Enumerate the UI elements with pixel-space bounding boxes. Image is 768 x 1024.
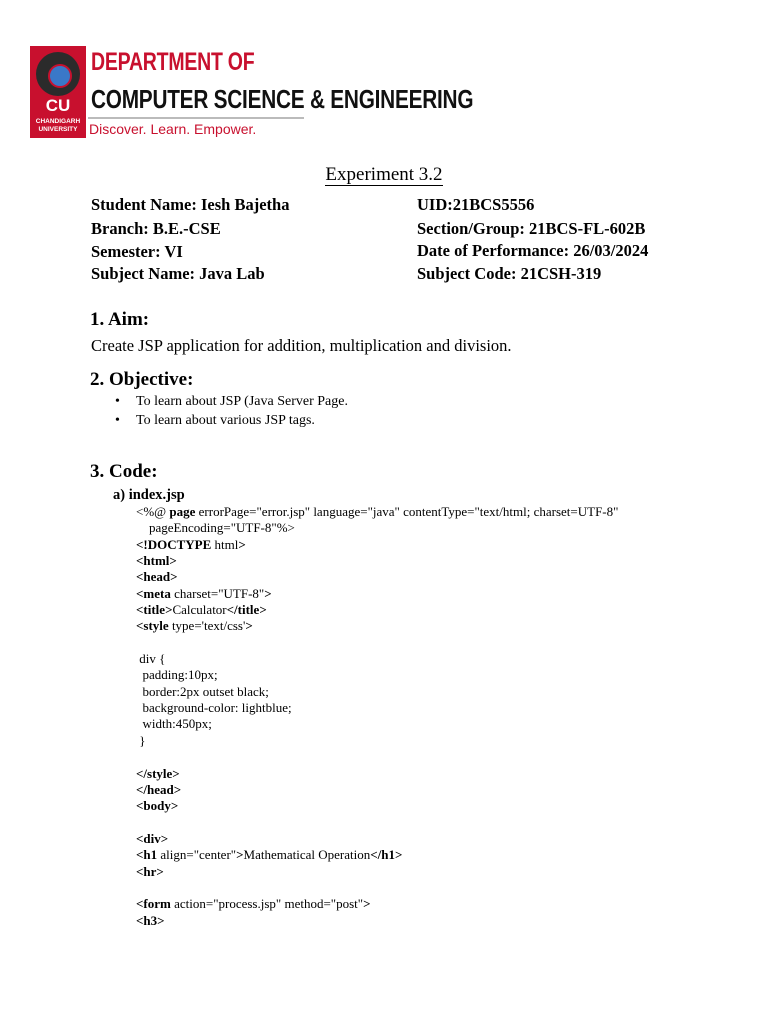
aim-text: Create JSP application for addition, multiplication and division. xyxy=(91,336,512,355)
code-line: } xyxy=(136,732,146,748)
logo-university-name: CHANDIGARH UNIVERSITY xyxy=(35,118,81,133)
tagline: Discover. Learn. Empower. xyxy=(89,121,257,137)
code-line: <h3> xyxy=(136,912,165,928)
code-line xyxy=(136,635,618,651)
code-line: pageEncoding="UTF-8"%> xyxy=(136,520,295,536)
date-of-performance: Date of Performance: 26/03/2024 xyxy=(417,241,649,260)
experiment-title: Experiment 3.2 xyxy=(325,164,443,185)
bullet-icon: • xyxy=(115,413,120,428)
code-line xyxy=(136,815,618,831)
code-line: background-color: lightblue; xyxy=(136,700,292,716)
code-block xyxy=(136,504,618,929)
code-line: <h1 align="center">Mathematical Operation</h1> xyxy=(136,847,403,863)
code-line: <html> xyxy=(136,553,177,569)
globe-icon xyxy=(48,64,72,88)
objective-item: • To learn about JSP (Java Server Page. xyxy=(115,394,348,409)
code-line: </head> xyxy=(136,781,182,797)
code-line: <title>Calculator</title> xyxy=(136,602,267,618)
department-line-1: DEPARTMENT OF xyxy=(91,48,255,76)
code-line: <%@ page errorPage="error.jsp" language="java" contentType="text/html; charset=UTF-8" xyxy=(136,504,619,519)
gear-emblem-icon xyxy=(36,52,80,96)
code-line xyxy=(136,749,618,765)
code-line: padding:10px; xyxy=(136,667,218,683)
code-line: div { xyxy=(136,651,166,667)
bullet-icon: • xyxy=(115,394,120,409)
logo-initials: CU xyxy=(45,96,71,115)
subject-code: Subject Code: 21CSH-319 xyxy=(417,264,602,283)
university-logo xyxy=(30,46,86,138)
code-line xyxy=(136,880,618,896)
branch: Branch: B.E.-CSE xyxy=(91,219,221,238)
code-line: <form action="process.jsp" method="post"> xyxy=(136,896,371,912)
student-name: Student Name: Iesh Bajetha xyxy=(91,195,290,214)
section-group: Section/Group: 21BCS-FL-602B xyxy=(417,219,646,238)
student-uid: UID:21BCS5556 xyxy=(417,195,535,214)
code-line: <div> xyxy=(136,830,169,846)
code-line: </style> xyxy=(136,765,180,781)
code-line: border:2px outset black; xyxy=(136,683,269,699)
code-line: <meta charset="UTF-8"> xyxy=(136,585,272,601)
department-line-2: COMPUTER SCIENCE & ENGINEERING xyxy=(91,84,474,114)
code-line: <hr> xyxy=(136,863,164,879)
code-line: <body> xyxy=(136,798,179,814)
code-line: <style type='text/css'> xyxy=(136,618,253,634)
semester: Semester: VI xyxy=(91,242,183,261)
aim-heading: 1. Aim: xyxy=(90,309,150,330)
objective-heading: 2. Objective: xyxy=(90,369,194,390)
code-heading: 3. Code: xyxy=(90,461,158,482)
code-line: width:450px; xyxy=(136,716,212,732)
code-file-label: a) index.jsp xyxy=(113,487,185,503)
objective-item: • To learn about various JSP tags. xyxy=(115,413,315,428)
code-line: <head> xyxy=(136,569,178,585)
header-divider xyxy=(88,117,304,119)
code-line: <!DOCTYPE html> xyxy=(136,536,246,552)
subject-name: Subject Name: Java Lab xyxy=(91,264,265,283)
